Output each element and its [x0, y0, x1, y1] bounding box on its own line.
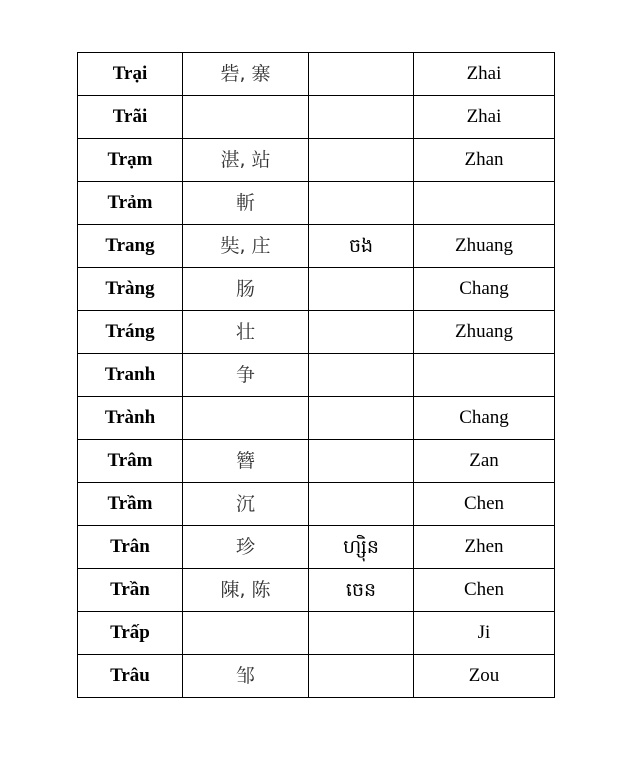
table-row [78, 311, 555, 354]
khmer-cell [309, 397, 414, 440]
chinese-cell: 陳, 陈 [183, 569, 309, 612]
table-row [78, 139, 555, 182]
vietnamese-cell: Trang [78, 225, 183, 268]
chinese-cell: 珍 [183, 526, 309, 569]
vietnamese-cell: Trảm [78, 182, 183, 225]
pinyin-cell: Zhuang [414, 225, 555, 268]
chinese-cell: 簪 [183, 440, 309, 483]
chinese-cell: 湛, 站 [183, 139, 309, 182]
khmer-cell [309, 96, 414, 139]
table-row [78, 96, 555, 139]
khmer-cell [309, 139, 414, 182]
vietnamese-cell: Trâm [78, 440, 183, 483]
chinese-cell: 奘, 庄 [183, 225, 309, 268]
pinyin-cell: Zan [414, 440, 555, 483]
khmer-cell [309, 311, 414, 354]
vietnamese-cell: Tráng [78, 311, 183, 354]
table-row [78, 354, 555, 397]
chinese-cell [183, 397, 309, 440]
table-row [78, 397, 555, 440]
pinyin-cell: Zou [414, 655, 555, 698]
chinese-cell: 沉 [183, 483, 309, 526]
pinyin-cell: Ji [414, 612, 555, 655]
table-row [78, 569, 555, 612]
khmer-cell [309, 612, 414, 655]
table-row [78, 182, 555, 225]
chinese-cell [183, 96, 309, 139]
word-table [77, 52, 555, 698]
pinyin-cell: Zhai [414, 96, 555, 139]
khmer-cell: ចេន [309, 569, 414, 612]
chinese-cell: 争 [183, 354, 309, 397]
pinyin-cell: Chang [414, 397, 555, 440]
table-row [78, 655, 555, 698]
pinyin-cell: Zhai [414, 53, 555, 96]
table-row [78, 53, 555, 96]
pinyin-cell: Chen [414, 569, 555, 612]
vietnamese-cell: Trân [78, 526, 183, 569]
pinyin-cell: Zhen [414, 526, 555, 569]
khmer-cell: ហ្ស៊ិន [309, 526, 414, 569]
pinyin-cell: Zhuang [414, 311, 555, 354]
vietnamese-cell: Trầm [78, 483, 183, 526]
vietnamese-cell: Trần [78, 569, 183, 612]
khmer-cell [309, 53, 414, 96]
word-table-body [78, 53, 555, 698]
khmer-cell [309, 483, 414, 526]
table-row [78, 612, 555, 655]
chinese-cell: 砦, 寨 [183, 53, 309, 96]
khmer-cell [309, 655, 414, 698]
vietnamese-cell: Trấp [78, 612, 183, 655]
vietnamese-cell: Trại [78, 53, 183, 96]
pinyin-cell: Chang [414, 268, 555, 311]
vietnamese-cell: Trạm [78, 139, 183, 182]
table-row [78, 225, 555, 268]
vietnamese-cell: Trâu [78, 655, 183, 698]
khmer-cell: ចង [309, 225, 414, 268]
table-row [78, 268, 555, 311]
khmer-cell [309, 354, 414, 397]
vietnamese-cell: Tràng [78, 268, 183, 311]
vietnamese-cell: Trành [78, 397, 183, 440]
table-row [78, 483, 555, 526]
chinese-cell: 壮 [183, 311, 309, 354]
table-row [78, 526, 555, 569]
table-row [78, 440, 555, 483]
vietnamese-cell: Tranh [78, 354, 183, 397]
chinese-cell: 邹 [183, 655, 309, 698]
pinyin-cell [414, 354, 555, 397]
pinyin-cell [414, 182, 555, 225]
khmer-cell [309, 268, 414, 311]
khmer-cell [309, 182, 414, 225]
khmer-cell [309, 440, 414, 483]
chinese-cell [183, 612, 309, 655]
chinese-cell: 斬 [183, 182, 309, 225]
vietnamese-cell: Trãi [78, 96, 183, 139]
chinese-cell: 肠 [183, 268, 309, 311]
pinyin-cell: Chen [414, 483, 555, 526]
pinyin-cell: Zhan [414, 139, 555, 182]
